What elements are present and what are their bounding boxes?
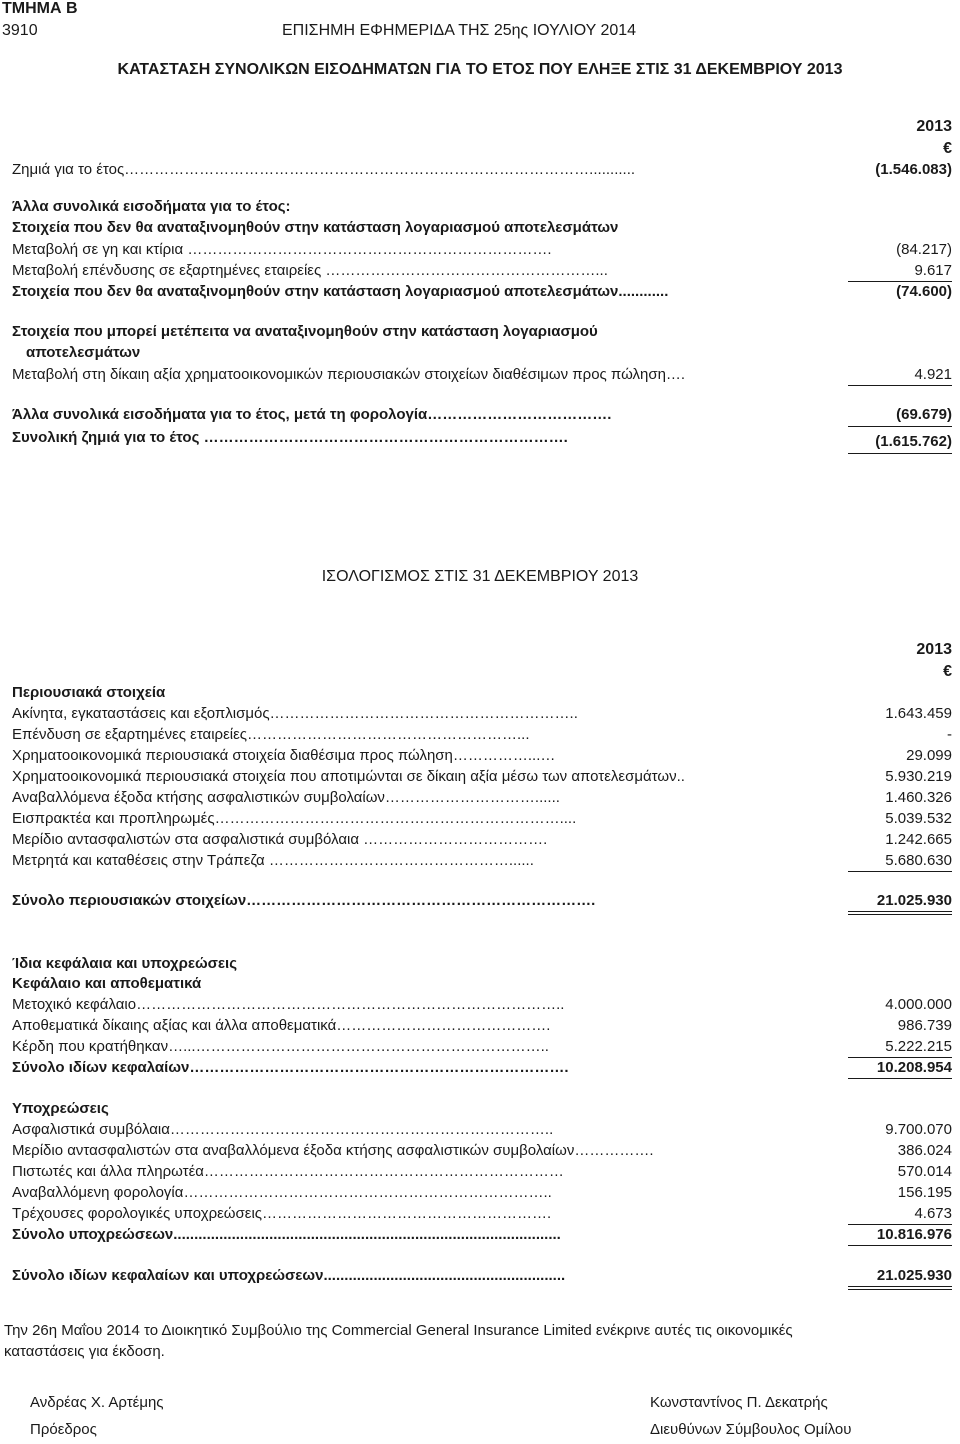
row-label: Αναβαλλόμενη φορολογία………………………………………………………………..	[12, 1184, 552, 1201]
balance-currency: €	[943, 663, 952, 680]
row-label: Μερίδιο αντασφαλιστών στα ασφαλιστικά συμβόλαια ……………………………….	[12, 831, 548, 848]
gazette-title: ΕΠΙΣΗΜΗ ΕΦΗΜΕΡΙΔΑ ΤΗΣ 25ης ΙΟΥΛΙΟΥ 2014	[282, 22, 637, 39]
total-assets-label: Σύνολο περιουσιακών στοιχείων…………………………………………………………….	[12, 892, 596, 909]
signature-right-title: Διευθύνων Σύμβουλος Ομίλου	[650, 1421, 852, 1438]
table-row	[12, 851, 952, 871]
table-row	[12, 725, 952, 745]
total-loss-label: Συνολική ζημιά για το έτος ……………………………………………………………….	[12, 429, 568, 446]
row-label: Εισπρακτέα και προπληρωμές……………………………………………………………....	[12, 810, 577, 827]
liab-heading: Υποχρεώσεις	[12, 1100, 109, 1117]
oci-heading: Άλλα συνολικά εισοδήματα για το έτος:	[12, 198, 291, 215]
table-row	[12, 1037, 952, 1057]
rule	[848, 426, 952, 427]
signature-left-title: Πρόεδρος	[30, 1421, 97, 1438]
table-row	[12, 809, 952, 829]
row-value: 386.024	[897, 1142, 952, 1159]
row-value: 156.195	[897, 1184, 952, 1201]
table-row	[12, 1183, 952, 1203]
invest-label: Μεταβολή επένδυσης σε εξαρτημένες εταιρείες ………………………………………………...	[12, 262, 608, 279]
balance-year: 2013	[916, 641, 952, 658]
table-row	[12, 1162, 952, 1182]
row-value: 5.680.630	[885, 852, 952, 869]
total-eq-liab-label: Σύνολο ιδίων κεφαλαίων και υποχρεώσεων..........................................................	[12, 1267, 566, 1284]
row-label: Τρέχουσες φορολογικές υποχρεώσεις………………………………………………….	[12, 1205, 552, 1222]
table-row	[12, 704, 952, 724]
page-number: 3910	[2, 22, 38, 39]
table-row	[12, 788, 952, 808]
row-value: 5.222.215	[885, 1038, 952, 1055]
table-row	[12, 1016, 952, 1036]
income-statement-title: ΚΑΤΑΣΤΑΣΗ ΣΥΝΟΛΙΚΩΝ ΕΙΣΟΔΗΜΑΤΩΝ ΓΙΑ ΤΟ ΕΤΟΣ ΠΟΥ ΕΛΗΞΕ ΣΤΙΣ 31 ΔΕΚΕΜΒΡΙΟΥ 2013	[117, 61, 843, 78]
rule	[848, 911, 952, 912]
equity-heading: Κεφάλαιο και αποθεματικά	[12, 975, 202, 992]
rule	[848, 453, 952, 454]
loss-value: (1.546.083)	[875, 161, 952, 178]
row-value: 1.460.326	[885, 789, 952, 806]
signature-left-name: Ανδρέας Χ. Αρτέμης	[30, 1394, 164, 1411]
not-reclass-total-value: (74.600)	[896, 283, 952, 300]
total-liab-row	[12, 1225, 952, 1245]
table-row	[12, 1141, 952, 1161]
total-equity-row	[12, 1058, 952, 1078]
total-liab-label: Σύνολο υποχρεώσεων.............................................................................................	[12, 1226, 561, 1243]
row-label: Μερίδιο αντασφαλιστών στα αναβαλλόμενα έξοδα κτήσης ασφαλιστικών συμβολαίων…………….	[12, 1142, 654, 1159]
row-label: Κέρδη που κρατήθηκαν…...……………………………………………………………..	[12, 1038, 549, 1055]
rule	[848, 914, 952, 915]
approval-line-2: καταστάσεις για έκδοση.	[4, 1343, 165, 1360]
not-reclass-total-label: Στοιχεία που δεν θα αναταξινομηθούν στην κατάσταση λογαριασμού αποτελεσμάτων............	[12, 283, 669, 300]
row-value: 5.930.219	[885, 768, 952, 785]
row-value: 1.242.665	[885, 831, 952, 848]
not-reclass-heading: Στοιχεία που δεν θα αναταξινομηθούν στην κατάσταση λογαριασμού αποτελεσμάτων	[12, 219, 619, 236]
rule	[848, 1245, 952, 1246]
rule	[848, 1289, 952, 1290]
fair-value-row	[12, 365, 952, 385]
rule	[848, 871, 952, 872]
table-row	[12, 830, 952, 850]
row-label: Ακίνητα, εγκαταστάσεις και εξοπλισμός……………………………………………………..	[12, 705, 578, 722]
row-label: Αποθεματικά δίκαιης αξίας και άλλα αποθεματικά…………………………………….	[12, 1017, 551, 1034]
row-label: Μετοχικό κεφάλαιο…………………………………………………………………………..	[12, 996, 565, 1013]
land-value: (84.217)	[896, 241, 952, 258]
table-row	[12, 767, 952, 787]
fair-value-label: Μεταβολή στη δίκαιη αξία χρηματοοικονομικών περιουσιακών στοιχείων διαθέσιμων προς πώληση….	[12, 366, 686, 383]
row-label: Ασφαλιστικά συμβόλαια…………………………………………………………………..	[12, 1121, 554, 1138]
land-row	[12, 240, 952, 260]
invest-value: 9.617	[914, 262, 952, 279]
table-row	[12, 746, 952, 766]
not-reclass-total-row	[12, 282, 952, 302]
reclass-heading-1: Στοιχεία που μπορεί μετέπειτα να αναταξινομηθούν στην κατάσταση λογαριασμού	[12, 323, 598, 340]
balance-title: ΙΣΟΛΟΓΙΣΜΟΣ ΣΤΙΣ 31 ΔΕΚΕΜΒΡΙΟΥ 2013	[321, 568, 639, 585]
row-label: Χρηματοοικονομικά περιουσιακά στοιχεία που αποτιμώνται σε δίκαιη αξία μέσω των αποτελεσμάτων..	[12, 768, 685, 785]
rule	[848, 1078, 952, 1079]
row-value: 1.643.459	[885, 705, 952, 722]
total-equity-value: 10.208.954	[876, 1059, 952, 1076]
oci-after-tax-value: (69.679)	[896, 406, 952, 423]
row-label: Επένδυση σε εξαρτημένες εταιρείες………………………………………………...	[12, 726, 530, 743]
invest-row	[12, 261, 952, 281]
row-value: 986.739	[897, 1017, 952, 1034]
table-row	[12, 995, 952, 1015]
row-label: Πιστωτές και άλλα πληρωτέα………………………………………………………………	[12, 1163, 564, 1180]
row-value: 29.099	[906, 747, 952, 764]
reclass-heading-2: αποτελεσμάτων	[26, 344, 141, 361]
total-liab-value: 10.816.976	[876, 1226, 952, 1243]
assets-heading: Περιουσιακά στοιχεία	[12, 684, 166, 701]
row-value: 9.700.070	[885, 1121, 952, 1138]
rule	[848, 385, 952, 386]
total-loss-value: (1.615.762)	[875, 433, 952, 450]
loss-label: Ζημιά για το έτος…………………………………………………………………………………...........	[12, 161, 636, 178]
rule	[848, 1286, 952, 1287]
row-value: -	[947, 726, 952, 743]
row-label: Μετρητά και καταθέσεις στην Τράπεζα …………………………………………......	[12, 852, 534, 869]
row-value: 570.014	[897, 1163, 952, 1180]
approval-line-1: Την 26η Μαΐου 2014 το Διοικητικό Συμβούλιο της Commercial General Insurance Limited ενέκρινε αυτές τις οικονομικές	[4, 1322, 793, 1339]
total-eq-liab-row	[12, 1266, 952, 1286]
oci-after-tax-label: Άλλα συνολικά εισοδήματα για το έτος, μετά τη φορολογία……………………………….	[12, 406, 612, 423]
table-row	[12, 1204, 952, 1224]
row-value: 5.039.532	[885, 810, 952, 827]
land-label: Μεταβολή σε γη και κτίρια ……………………………………………………………….	[12, 241, 552, 258]
section-label: ΤΜΗΜΑ Β	[2, 0, 78, 17]
signature-right-name: Κωνσταντίνος Π. Δεκατρής	[650, 1394, 828, 1411]
row-value: 4.000.000	[885, 996, 952, 1013]
table-row	[12, 1120, 952, 1140]
income-currency: €	[943, 140, 952, 157]
loss-row	[12, 160, 952, 180]
fair-value-value: 4.921	[914, 366, 952, 383]
total-assets-value: 21.025.930	[876, 892, 952, 909]
equity-liab-heading: Ίδια κεφάλαια και υποχρεώσεις	[12, 955, 238, 972]
row-label: Αναβαλλόμενα έξοδα κτήσης ασφαλιστικών συμβολαίων…………………………......	[12, 789, 560, 806]
total-assets-row	[12, 891, 952, 911]
total-eq-liab-value: 21.025.930	[876, 1267, 952, 1284]
oci-after-tax-row	[12, 405, 952, 425]
total-equity-label: Σύνολο ιδίων κεφαλαίων………………………………………………………………….	[12, 1059, 569, 1076]
total-loss-row	[12, 428, 952, 448]
row-value: 4.673	[914, 1205, 952, 1222]
row-label: Χρηματοοικονομικά περιουσιακά στοιχεία διαθέσιμα προς πώληση……………...…	[12, 747, 556, 764]
income-year: 2013	[916, 118, 952, 135]
